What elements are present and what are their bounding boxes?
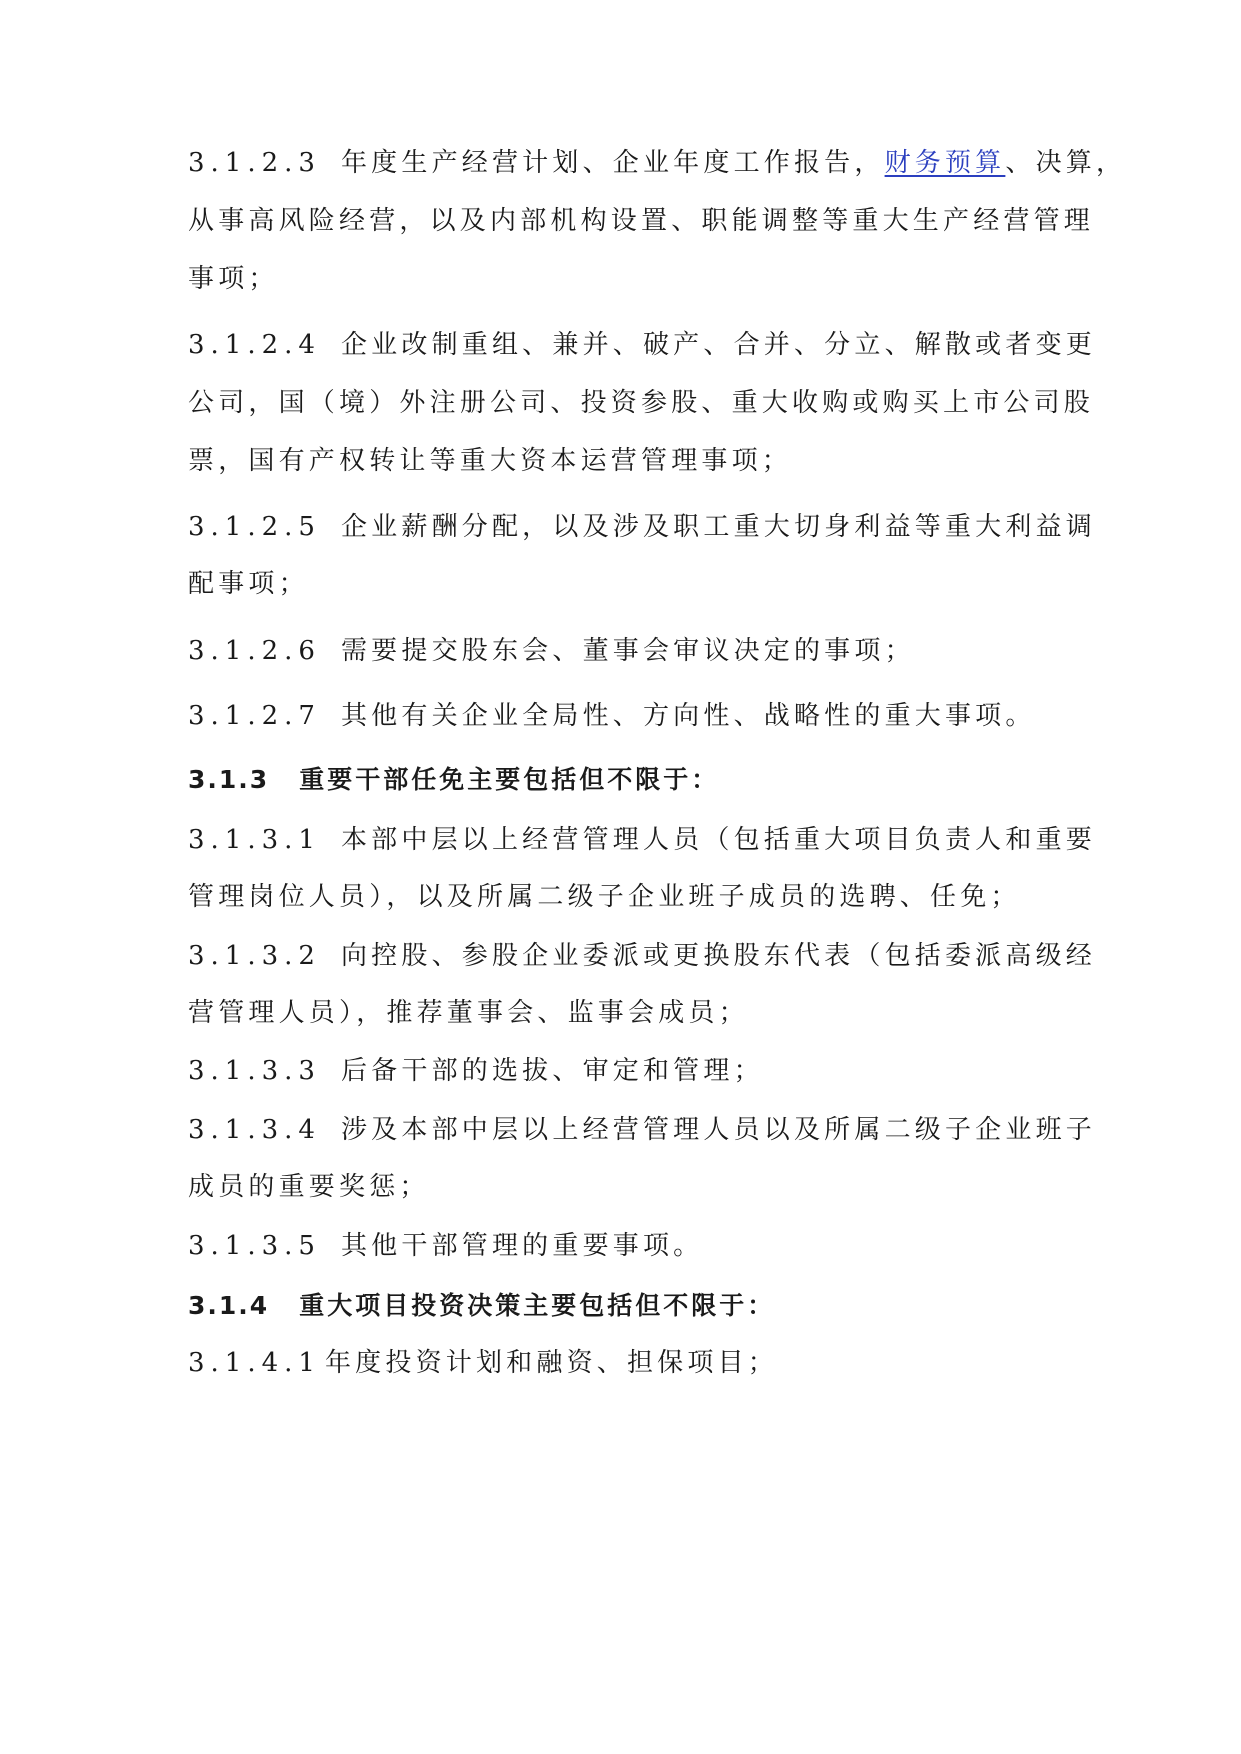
clause-number: 3.1.3.3 (188, 1056, 321, 1086)
paragraph-3-1-2-3-line-3: 事项； (188, 264, 279, 294)
clause-number: 3.1.3.4 (188, 1115, 321, 1145)
paragraph-3-1-2-7-line-1 (188, 698, 1036, 734)
clause-text: 其他有关企业全局性、方向性、战略性的重大事项。 (340, 701, 1036, 731)
clause-number: 3.1.2.6 (188, 636, 321, 666)
section-title: 重要干部任免主要包括但不限于： (299, 765, 720, 794)
clause-text: 年度投资计划和融资、担保项目； (324, 1348, 778, 1378)
paragraph-3-1-2-4-line-3: 票，国有产权转让等重大资本运营管理事项； (188, 446, 793, 476)
clause-text: 需要提交股东会、董事会审议决定的事项； (340, 636, 915, 666)
clause-text: 向控股、参股企业委派或更换股东代表（包括委派高级经 (340, 941, 1096, 971)
paragraph-3-1-4-1-line-1 (188, 1345, 778, 1381)
clause-number: 3.1.2.7 (188, 701, 321, 731)
clause-text: 后备干部的选拔、审定和管理； (340, 1056, 764, 1086)
clause-number: 3.1.3.5 (188, 1231, 321, 1261)
paragraph-3-1-2-5-line-2: 配事项； (188, 569, 309, 599)
paragraph-3-1-3-4-line-1 (188, 1112, 1096, 1148)
clause-text: 涉及本部中层以上经营管理人员以及所属二级子企业班子 (340, 1115, 1096, 1145)
paragraph-3-1-3-3-line-1 (188, 1053, 764, 1089)
clause-number: 3.1.2.5 (188, 512, 321, 542)
clause-text: 本部中层以上经营管理人员（包括重大项目负责人和重要 (340, 825, 1096, 855)
clause-text: 、决算， (1005, 148, 1127, 178)
section-heading-3-1-4 (188, 1288, 775, 1324)
paragraph-3-1-2-3-line-2: 从事高风险经营，以及内部机构设置、职能调整等重大生产经营管理 (188, 206, 1095, 236)
clause-number: 3.1.4.1 (188, 1348, 321, 1378)
clause-text: 企业改制重组、兼并、破产、合并、分立、解散或者变更 (340, 330, 1096, 360)
paragraph-3-1-2-4-line-1 (188, 327, 1096, 363)
clause-number: 3.1.3.1 (188, 825, 321, 855)
paragraph-3-1-2-6-line-1 (188, 633, 915, 669)
clause-text: 年度生产经营计划、企业年度工作报告， (340, 148, 885, 178)
paragraph-3-1-2-5-line-1 (188, 509, 1096, 545)
clause-number: 3.1.3.2 (188, 941, 321, 971)
clause-number: 3.1.2.4 (188, 330, 321, 360)
paragraph-3-1-2-3-line-1 (188, 145, 1126, 181)
paragraph-3-1-3-1-line-1 (188, 822, 1096, 858)
paragraph-3-1-3-2-line-2: 营管理人员），推荐董事会、监事会成员； (188, 998, 749, 1028)
section-heading-3-1-3 (188, 762, 719, 798)
paragraph-3-1-3-1-line-2: 管理岗位人员），以及所属二级子企业班子成员的选聘、任免； (188, 882, 1021, 912)
paragraph-3-1-3-2-line-1 (188, 938, 1096, 974)
paragraph-3-1-3-5-line-1 (188, 1228, 703, 1264)
clause-text: 企业薪酬分配，以及涉及职工重大切身利益等重大利益调 (340, 512, 1096, 542)
paragraph-3-1-2-4-line-2: 公司，国（境）外注册公司、投资参股、重大收购或购买上市公司股 (188, 388, 1095, 418)
clause-number: 3.1.2.3 (188, 148, 321, 178)
section-number: 3.1.4 (188, 1291, 270, 1320)
section-number: 3.1.3 (188, 765, 270, 794)
financial-budget-link[interactable]: 财务预算 (884, 148, 1006, 178)
section-title: 重大项目投资决策主要包括但不限于： (299, 1291, 776, 1320)
clause-text: 其他干部管理的重要事项。 (340, 1231, 704, 1261)
paragraph-3-1-3-4-line-2: 成员的重要奖惩； (188, 1172, 430, 1202)
